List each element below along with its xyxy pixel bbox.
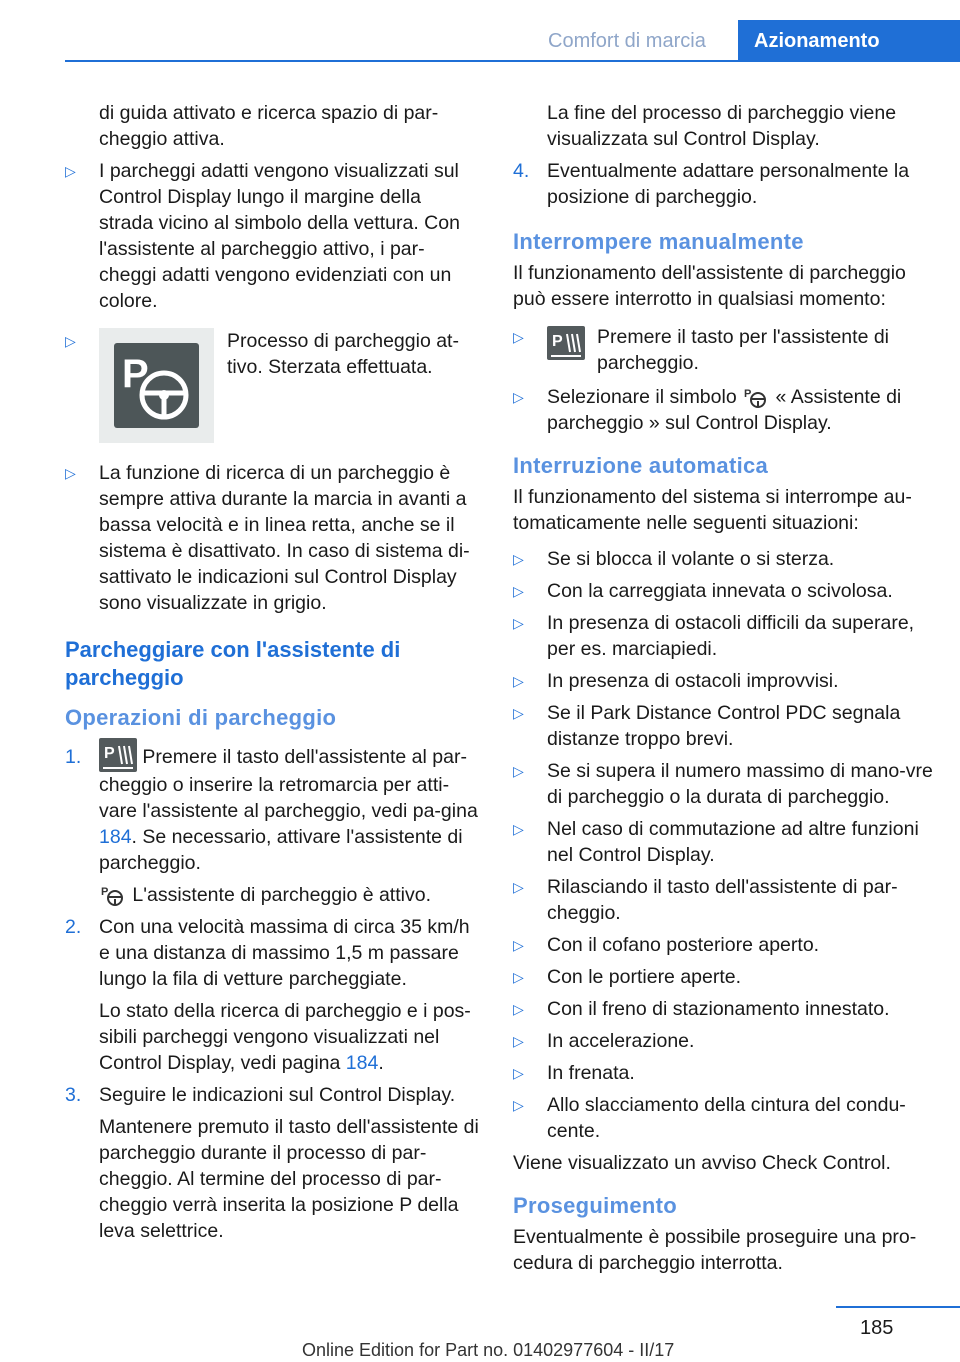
list-item: ▷ Con le portiere aperte. — [513, 966, 742, 988]
park-steering-icon — [742, 386, 770, 410]
header-section-label: Comfort di marcia — [548, 30, 706, 52]
numbered-step: 1. P Premere il tasto dell'assistente al par-cheggio o inserire la retromarcia per atti-vare l'assistente al parcheggio, vedi pa-gina 184. Se necessario, attivare l'assistente di parcheggio. — [65, 744, 480, 876]
section-heading: Parcheggiare con l'assistente di parcheggio — [65, 637, 401, 690]
page-number: 185 — [860, 1317, 894, 1339]
triangle-right-icon: ▷ — [513, 329, 524, 345]
list-item: ▷ Allo slacciamento della cintura del condu-cente. — [513, 1094, 906, 1142]
list-item: ▷ Se il Park Distance Control PDC segnala distanze troppo brevi. — [513, 702, 901, 750]
park-steering-icon — [99, 328, 214, 443]
parking-assist-icon — [547, 326, 585, 360]
list-item: ▷ In frenata. — [513, 1062, 635, 1084]
footer-rule — [836, 1306, 960, 1308]
triangle-right-icon: ▷ — [513, 763, 524, 779]
triangle-right-icon: ▷ — [513, 1033, 524, 1049]
edition-footer: Online Edition for Part no. 01402977604 - II/17 — [302, 1340, 675, 1360]
list-item: ▷ Con il freno di stazionamento innestato. — [513, 998, 890, 1020]
numbered-step: 2. Con una velocità massima di circa 35 km/h e una distanza di massimo 1,5 m passare lungo la fila di vetture parcheggiate. — [65, 916, 470, 990]
list-item: ▷ P Processo di parcheggio at-tivo. Sterzata effettuata. — [65, 328, 480, 456]
triangle-right-icon: ▷ — [513, 821, 524, 837]
svg-text:P: P — [122, 352, 149, 396]
triangle-right-icon: ▷ — [513, 879, 524, 895]
triangle-right-icon: ▷ — [513, 673, 524, 689]
triangle-right-icon: ▷ — [513, 969, 524, 985]
triangle-right-icon: ▷ — [65, 465, 76, 481]
header-chapter-label: Azionamento — [738, 20, 960, 62]
list-item: ▷ I parcheggi adatti vengono visualizzati sul Control Display lungo il margine della strada vicino al simbolo della vettura. Con l'assistente al parcheggio attivo, i par-cheggi adatti vengono evidenziati con un colore. — [65, 160, 460, 312]
list-item: ▷ La funzione di ricerca di un parcheggio è sempre attiva durante la marcia in avanti a bassa velocità e in linea retta, anche se il sistema è disattivato. In caso di sistema di-sattivato le indicazioni sul Control Display sono visualizzate in grigio. — [65, 462, 470, 614]
body-text: Eventualmente è possibile proseguire una pro-cedura di parcheggio interrotta. — [513, 1226, 917, 1274]
list-item: ▷ Se si blocca il volante o si sterza. — [513, 548, 835, 570]
page-header — [0, 0, 960, 62]
subsection-heading: Proseguimento — [513, 1193, 678, 1218]
list-item: ▷ Nel caso di commutazione ad altre funzioni nel Control Display. — [513, 818, 919, 866]
triangle-right-icon: ▷ — [513, 615, 524, 631]
list-item: ▷ Con il cofano posteriore aperto. — [513, 934, 820, 956]
continued-text: di guida attivato e ricerca spazio di par- cheggio attiva. — [99, 102, 439, 150]
triangle-right-icon: ▷ — [513, 1097, 524, 1113]
svg-text:P: P — [744, 387, 752, 400]
subsection-heading: Interruzione automatica — [513, 453, 769, 478]
continued-text: La fine del processo di parcheggio viene visualizzata sul Control Display. — [547, 102, 897, 150]
list-item: ▷ In presenza di ostacoli difficili da superare, per es. marciapiedi. — [513, 612, 915, 660]
triangle-right-icon: ▷ — [65, 333, 76, 349]
svg-text:P: P — [552, 333, 563, 350]
triangle-right-icon: ▷ — [513, 705, 524, 721]
auto-interruption-list — [513, 546, 933, 1144]
step-note: P L'assistente di parcheggio è attivo. — [101, 884, 431, 906]
step-note: Mantenere premuto il tasto dell'assistente di parcheggio durante il processo di par-cheggio. Al termine del processo di par-cheggio verrà inserita la posizione P della leva selettrice. — [99, 1116, 479, 1242]
triangle-right-icon: ▷ — [65, 163, 76, 179]
page-link[interactable]: 184 — [99, 826, 132, 848]
list-item: ▷ Con la carreggiata innevata o scivolosa. — [513, 580, 893, 602]
subsection-heading: Operazioni di parcheggio — [65, 705, 337, 730]
triangle-right-icon: ▷ — [513, 1001, 524, 1017]
list-item: ▷ Se si supera il numero massimo di mano-vre di parcheggio o la durata di parcheggio. — [513, 760, 933, 808]
list-item: ▷ In presenza di ostacoli improvvisi. — [513, 670, 839, 692]
subsection-heading: Interrompere manualmente — [513, 229, 804, 254]
body-text: Il funzionamento del sistema si interrompe au-tomaticamente nelle seguenti situazioni: — [513, 486, 912, 534]
body-text: Il funzionamento dell'assistente di parcheggio può essere interrotto in qualsiasi momento: — [513, 262, 906, 310]
list-item: ▷ Rilasciando il tasto dell'assistente di par-cheggio. — [513, 876, 898, 924]
triangle-right-icon: ▷ — [513, 583, 524, 599]
numbered-step: 4. Eventualmente adattare personalmente la posizione di parcheggio. — [513, 160, 910, 208]
body-text: Viene visualizzato un avviso Check Control. — [513, 1152, 891, 1174]
header-rule — [65, 60, 960, 62]
list-item: ▷ In accelerazione. — [513, 1030, 695, 1052]
right-column — [513, 100, 933, 1282]
left-column — [65, 100, 480, 1250]
svg-text:P: P — [104, 745, 115, 762]
numbered-step: 3. Seguire le indicazioni sul Control Display. — [65, 1084, 456, 1106]
triangle-right-icon: ▷ — [513, 937, 524, 953]
parking-assist-icon — [99, 738, 137, 772]
triangle-right-icon: ▷ — [513, 389, 524, 405]
step-note: Lo stato della ricerca di parcheggio e i pos-sibili parcheggi vengono visualizzati nel Control Display, vedi pagina 184. — [99, 1000, 471, 1074]
triangle-right-icon: ▷ — [513, 551, 524, 567]
park-steering-icon — [99, 884, 127, 908]
list-item: ▷ P Premere il tasto per l'assistente di parcheggio. — [513, 326, 890, 374]
page-link[interactable]: 184 — [345, 1052, 379, 1074]
triangle-right-icon: ▷ — [513, 1065, 524, 1081]
list-item: ▷ Selezionare il simbolo P « Assistente di parcheggio » sul Control Display. — [513, 386, 902, 434]
svg-text:P: P — [101, 885, 109, 898]
